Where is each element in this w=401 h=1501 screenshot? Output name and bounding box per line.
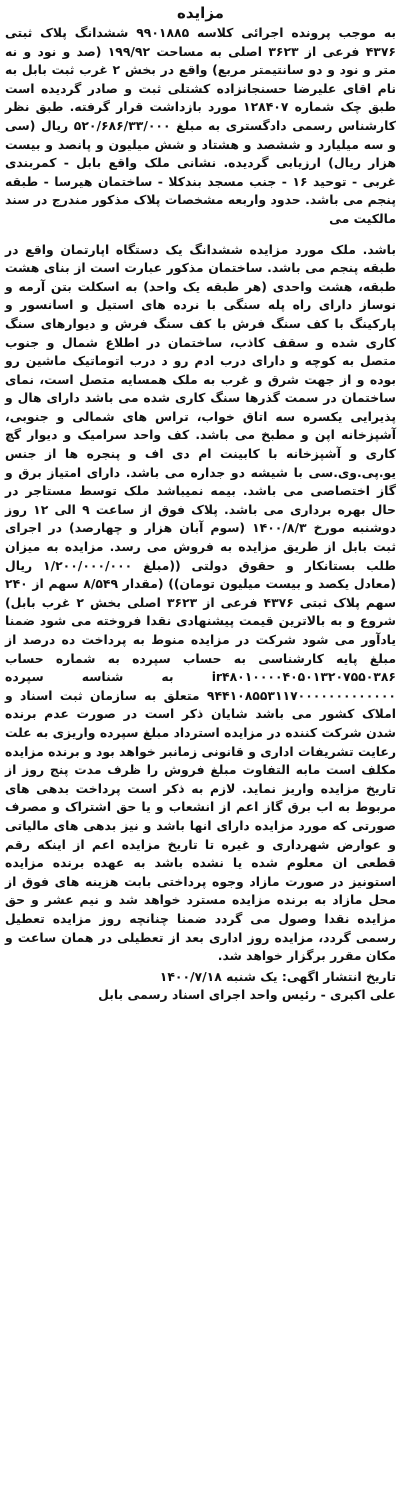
- signature-line: علی اکبری - رئیس واحد اجرای اسناد رسمی بابل: [98, 987, 396, 1003]
- notice-footer: [5, 968, 396, 1005]
- notice-title: مزایده: [177, 4, 224, 22]
- notice-intro-paragraph: به موجب پرونده اجرائی کلاسه ۹۹۰۱۸۸۵ ششدانگ پلاک ثبتی ۴۳۷۶ فرعی از ۳۶۲۳ اصلی به مساحت ۱۹۹/۹۲ (صد و نود و نه متر و نود و دو سانتیمتر مربع) واقع در بخش ۲ غرب ثبت بابل به نام اقای علیرضا حسنجانزاده کشتلی ثبت و صادر گردیده است طبق چک شماره ۱۲۸۴۰۷ مورد بازداشت قرار گرفته. طبق نظر کارشناس رسمی دادگستری به مبلغ ۵۲۰/۶۸۶/۳۳/۰۰۰ ریال (سی و سه میلیارد و ششصد و هشتاد و شش میلیون و پانصد و بیست هزار ریال) ارزیابی گردیده. نشانی ملک واقع بابل - کمربندی غربی - توحید ۱۶ - جنب مسجد بندکلا - ساختمان هیرسا - طبقه پنجم می باشد. حدود واربعه مشخصات پلاک مذکور مندرج در سند مالکیت می: [5, 25, 397, 226]
- publish-date: تاریخ انتشار اگهی: یک شنبه ۱۴۰۰/۷/۱۸: [159, 968, 396, 984]
- notice-body-paragraph: باشد. ملک مورد مزایده ششدانگ یک دستگاه اپارتمان واقع در طبقه پنجم می باشد. ساختمان مذکور عبارت است از بنای هشت طبقه، هشت واحدی (هر طبقه یک واحد) به اسکلت بتن آرمه و نوساز دارای راه پله سنگی با نرده های استیل و اسانسور و پارکینگ با کف سنگ فرش با کف سنگ فرش و دیوارهای سنگ کاری شده و سقف کاذب، ساختمان در اطلاع شمال و جنوب متصل به کوچه و دارای درب ادم رو د درب اتوماتیک ماشین رو بوده و از جهت شرق و غرب به ملک همسایه متصل است، نمای ساختمان در سمت گذرها سنگ کاری شده می باشد دارای هال و پذیرایی یکسره سه اتاق خواب، تراس های شمالی و جنوبی، آشپزخانه اپن و مطبخ می باشد. کف واحد سرامیک و دیوار گچ کاری و آشپزخانه با کابینت ام دی اف و پنجره ها از جنس یو.پی.وی.سی با شیشه دو جداره می باشد. دارای امتیاز برق و گاز اختصاصی می باشد. بیمه نمیباشد ملک توسط مستاجر در حال بهره برداری می باشد. پلاک فوق از ساعت ۹ الی ۱۲ روز دوشنبه مورخ ۱۴۰۰/۸/۳ (سوم آبان هزار و چهارصد) در اجرای ثبت بابل از طریق مزایده به فروش می رسد. مزایده به میزان طلب بستانکار و حقوق دولتی ((مبلغ ۱/۲۰۰/۰۰۰/۰۰۰ ریال (معادل یکصد و بیست میلیون تومان)) (مقدار ۸/۵۴۹ سهم از ۲۴۰ سهم پلاک ثبتی ۴۳۷۶ فرعی از ۳۶۲۳ اصلی بخش ۲ غرب بابل) شروع و به بالاترین قیمت پیشنهادی نقدا فروخته می شود ضمنا یادآور می شود شرکت در مزایده منوط به پرداخت ده درصد از مبلغ پایه کارشناسی به حساب سپرده به شماره حساب ir۴۸۰۱۰۰۰۰۴۰۵۰۱۳۲۰۷۵۵۰۳۸۶ به شناسه سپرده ۹۴۴۱۰۸۵۵۳۱۱۷۰۰۰۰۰۰۰۰۰۰۰۰۰ متعلق به سازمان ثبت اسناد و املاک کشور می باشد شایان ذکر است در صورت عدم برنده شدن شرکت کننده در مزایده استرداد مبلغ سپرده واریزی به علت رعایت تشریفات اداری و قانونی زمانبر خواهد بود و برنده مزایده مکلف است مابه التفاوت مبلغ فروش را ظرف مدت پنج روز از تاریخ مزایده واریز نماید. لازم به ذکر است پرداخت بدهی های مربوط به اب برق گاز اعم از انشعاب و یا حق اشتراک و مصرف صورتی که مورد مزایده دارای انها باشد و نیز بدهی های مالیاتی و عوارض شهرداری و غیره تا تاریخ مزایده اعم از اینکه رقم قطعی ان معلوم شده یا نشده باشد به عهده برنده مزایده استونیز در صورت مازاد وجوه پرداختی بابت هزینه های فوق از محل مازاد به برنده مزایده مسترد خواهد شد و نیم عشر و حق مزایده نقدا وصول می گردد ضمنا چنانچه روز مزایده تعطیل رسمی گردد، مزایده روز اداری بعد از تعطیلی در همان ساعت و مکان مقرر برگزار خواهد شد.: [5, 241, 397, 964]
